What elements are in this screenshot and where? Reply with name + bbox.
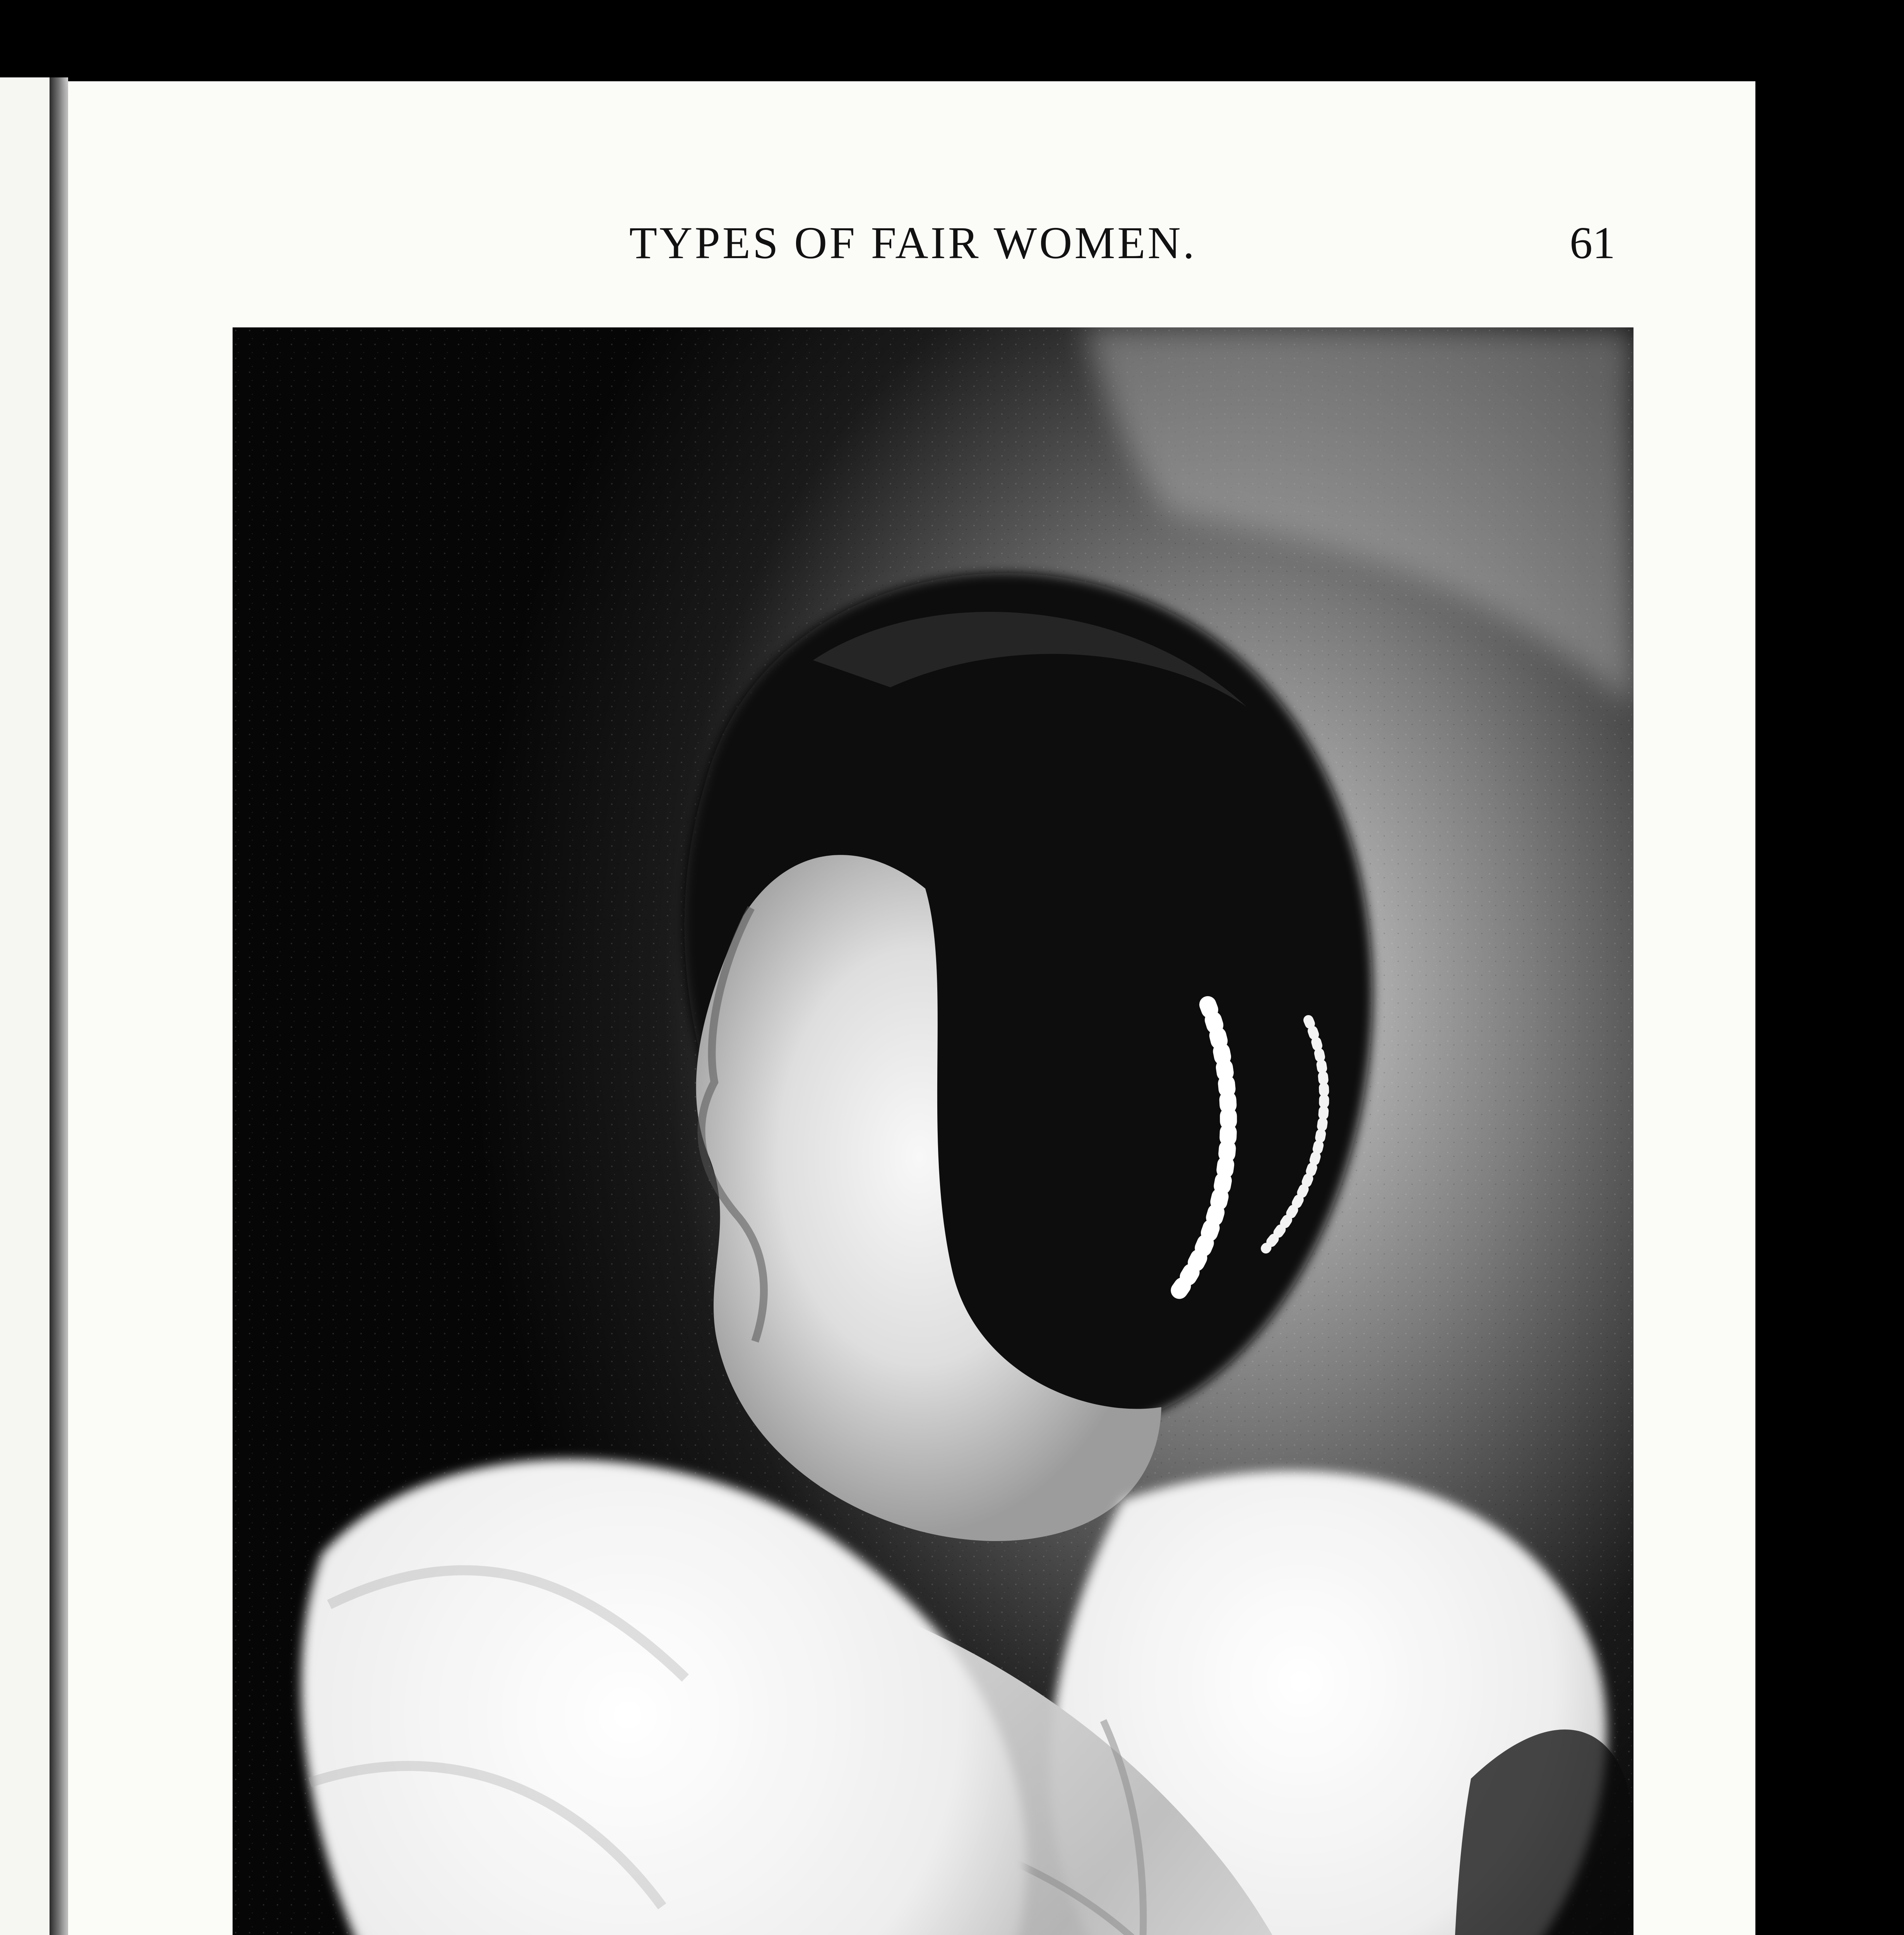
magazine-page bbox=[68, 81, 1755, 1935]
portrait-image bbox=[233, 327, 1633, 1935]
book-gutter bbox=[50, 77, 68, 1935]
portrait-photograph bbox=[233, 327, 1633, 1935]
page-number: 61 bbox=[1570, 217, 1615, 268]
running-head: TYPES OF FAIR WOMEN. bbox=[629, 217, 1197, 268]
facing-page-edge bbox=[0, 77, 54, 1935]
